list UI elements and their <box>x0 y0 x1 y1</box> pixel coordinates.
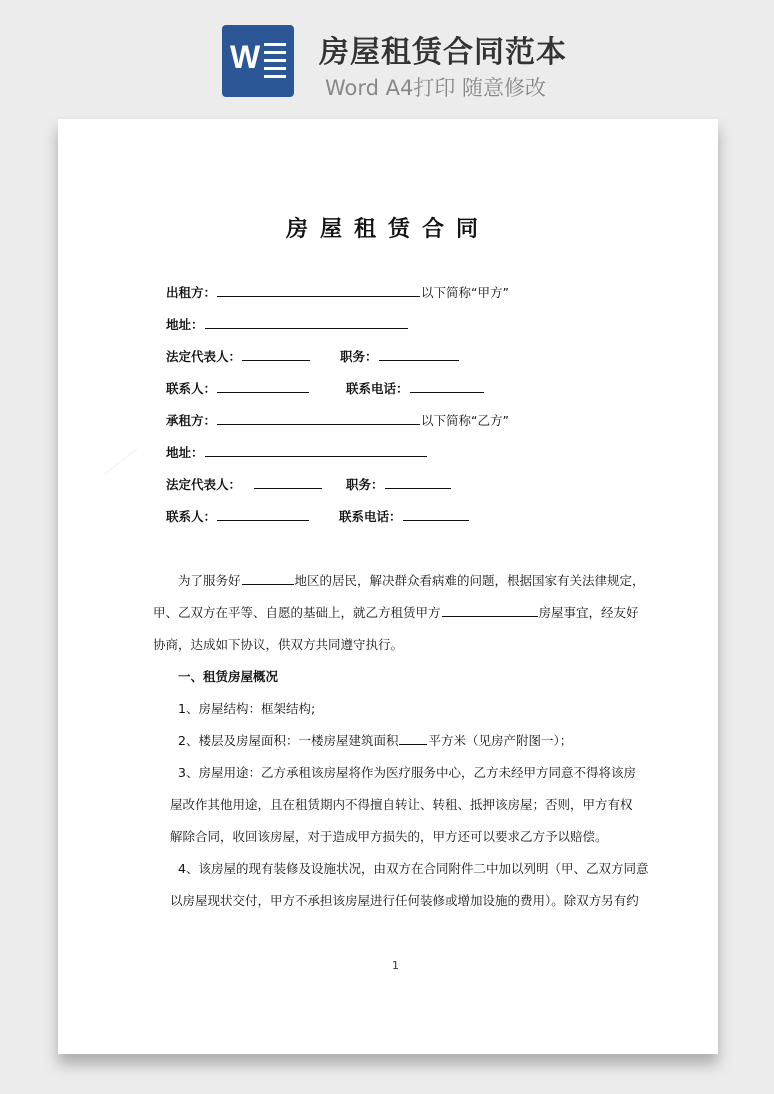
p1-text-a: 为了服务好 <box>178 573 241 588</box>
item2-text-b: 平方米（见房产附图一）； <box>428 733 573 748</box>
lessor-phone-label: 联系电话： <box>346 381 409 396</box>
lessee-address-line <box>166 443 428 461</box>
lessor-contact-line <box>166 379 310 397</box>
lessor-blank[interactable] <box>217 285 420 297</box>
clause-item: 以房屋现状交付，甲方不承担该房屋进行任何装修或增加设施的费用）。除双方另有约 <box>170 893 639 908</box>
lessor-contact-label: 联系人： <box>166 381 217 396</box>
lessee-label: 承租方： <box>166 413 217 428</box>
lessee-position-label: 职务： <box>346 477 384 492</box>
lessor-rep-label: 法定代表人： <box>166 349 242 364</box>
paragraph-line <box>153 603 639 621</box>
lessor-position-line <box>340 347 460 365</box>
lessor-address-blank[interactable] <box>205 317 408 329</box>
lessor-note: 以下简称“甲方” <box>421 285 509 300</box>
p1-text-b: 地区的居民，解决群众看病难的问题，根据国家有关法律规定， <box>294 573 645 588</box>
paragraph-line <box>178 571 645 589</box>
word-icon <box>222 25 294 97</box>
clause-item: 1、房屋结构：框架结构; <box>178 701 316 716</box>
word-icon-letter: W <box>230 39 261 75</box>
item2-text-a: 2、楼层及房屋面积：一楼房屋建筑面积 <box>178 733 399 748</box>
banner-subtitle: Word A4打印 随意修改 <box>325 76 547 100</box>
lessee-position-blank[interactable] <box>385 477 451 489</box>
clause-item: 3、房屋用途：乙方承租该房屋将作为医疗服务中心，乙方未经甲方同意不得将该房 <box>178 765 636 780</box>
p2-text-b: 房屋事宜，经友好 <box>538 605 639 620</box>
watermark <box>95 438 145 485</box>
word-icon-lines <box>264 43 286 83</box>
lessor-position-blank[interactable] <box>379 349 459 361</box>
lessee-blank[interactable] <box>217 413 420 425</box>
page-number: 1 <box>392 959 399 972</box>
clause-item <box>178 731 572 749</box>
header-banner <box>0 0 774 110</box>
lessee-line <box>166 411 509 429</box>
lessee-contact-blank[interactable] <box>217 509 309 521</box>
lessee-phone-line <box>339 507 470 525</box>
lessor-phone-line <box>346 379 485 397</box>
lessee-address-blank[interactable] <box>205 445 427 457</box>
clause-item: 屋改作其他用途，且在租赁期内不得擅自转让、转租、抵押该房屋；否则，甲方有权 <box>170 797 633 812</box>
region-blank[interactable] <box>242 573 294 585</box>
lessee-rep-line <box>166 475 323 493</box>
banner-title: 房屋租赁合同范本 <box>319 35 567 70</box>
lessee-rep-blank[interactable] <box>254 477 322 489</box>
area-blank[interactable] <box>399 733 427 745</box>
lessee-rep-label: 法定代表人： <box>166 477 242 492</box>
property-blank[interactable] <box>442 605 538 617</box>
lessor-line <box>166 283 509 301</box>
lessee-position-line <box>346 475 452 493</box>
lessee-phone-blank[interactable] <box>403 509 469 521</box>
lessee-contact-line <box>166 507 310 525</box>
clause-item: 4、该房屋的现有装修及设施状况，由双方在合同附件二中加以列明（甲、乙双方同意 <box>178 861 649 876</box>
lessor-contact-blank[interactable] <box>217 381 309 393</box>
lessor-address-label: 地址： <box>166 317 204 332</box>
clause-item: 解除合同，收回该房屋，对于造成甲方损失的，甲方还可以要求乙方予以赔偿。 <box>170 829 608 844</box>
lessee-address-label: 地址： <box>166 445 204 460</box>
lessor-phone-blank[interactable] <box>410 381 484 393</box>
document-page <box>58 119 718 1054</box>
lessor-rep-line <box>166 347 311 365</box>
document-title: 房屋租赁合同 <box>285 217 490 242</box>
lessor-label: 出租方： <box>166 285 217 300</box>
paragraph-line: 协商，达成如下协议，供双方共同遵守执行。 <box>153 637 404 652</box>
p2-text-a: 甲、乙双方在平等、自愿的基础上，就乙方租赁甲方 <box>153 605 441 620</box>
lessor-rep-blank[interactable] <box>242 349 310 361</box>
lessor-position-label: 职务： <box>340 349 378 364</box>
lessee-note: 以下简称“乙方” <box>421 413 509 428</box>
lessee-contact-label: 联系人： <box>166 509 217 524</box>
lessee-phone-label: 联系电话： <box>339 509 402 524</box>
section-heading: 一、租赁房屋概况 <box>178 669 279 684</box>
lessor-address-line <box>166 315 409 333</box>
